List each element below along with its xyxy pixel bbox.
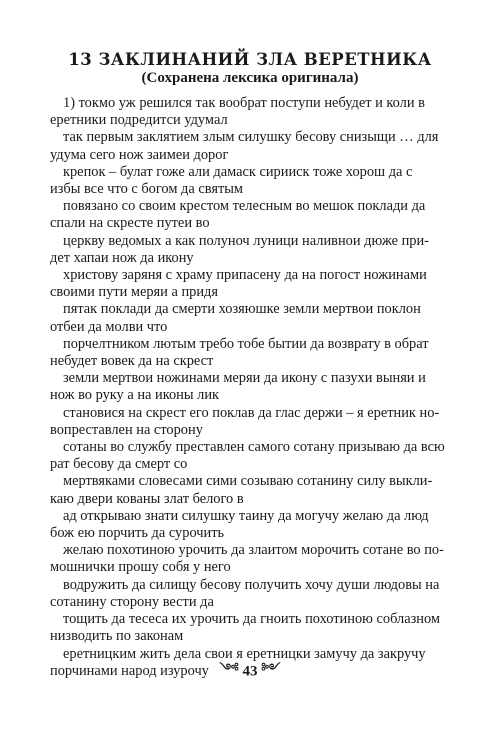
verse-9 bbox=[50, 370, 458, 404]
verse-line: 1) токмо уж решился так вообрат поступи небудет и коли в bbox=[63, 95, 425, 111]
verse-13 bbox=[50, 508, 458, 542]
verse-line: порчинами народ изурочу bbox=[50, 662, 209, 679]
verse-line: нож во руку а на иконы лик bbox=[50, 387, 220, 404]
verse-line: порчелтником лютым требо тобе бытии да возврату в обрат bbox=[63, 335, 429, 352]
verse-line: рат бесову да смерт со bbox=[50, 456, 188, 473]
verse-line: избы все что с богом да святым bbox=[50, 181, 244, 198]
verse-line: своими пути меряи а придя bbox=[50, 284, 219, 301]
verse-line: церкву ведомых а как полуноч луници наливнои дюже при- bbox=[63, 232, 429, 249]
verse-line: удума сего нож заимеи дорог bbox=[50, 146, 229, 163]
verse-line: небудет вовек да на скрест bbox=[50, 353, 214, 370]
verse-line: сотанину сторону вести да bbox=[50, 593, 214, 610]
verse-5 bbox=[50, 233, 458, 267]
verse-line: мертвяками словесами сими созываю сотанину силу выкли- bbox=[63, 473, 433, 490]
verse-7 bbox=[50, 301, 458, 335]
verse-line: отбеи да молви что bbox=[50, 318, 168, 335]
page-subtitle: (Сохранена лексика оригинала) bbox=[141, 70, 359, 86]
verse-line: пятак поклади да смерти хозяюшке земли мертвои поклон bbox=[63, 301, 421, 318]
verse-1 bbox=[50, 95, 458, 129]
page-footer bbox=[0, 655, 500, 689]
verse-line: бож ею порчить да сурочить bbox=[50, 525, 225, 542]
page-number: 43 bbox=[242, 663, 258, 680]
ornament-left-icon: ༺ bbox=[219, 661, 239, 675]
verse-10 bbox=[50, 405, 458, 439]
verse-line: дет хапаи нож да икону bbox=[50, 249, 194, 266]
verse-line: ад открываю знати силушку таину да могучу желаю да люд bbox=[63, 507, 429, 524]
verse-15 bbox=[50, 577, 458, 611]
verse-3 bbox=[50, 164, 458, 198]
page-title: 13 ЗАКЛИНАНИЙ ЗЛА ВЕРЕТНИКА bbox=[68, 50, 432, 69]
verse-line: желаю похотиною урочить да злаитом морочить сотане во по- bbox=[63, 542, 444, 559]
verse-14 bbox=[50, 542, 458, 576]
verse-line: становися на скрест его поклав да глас держи – я еретник но- bbox=[63, 404, 440, 421]
verse-list bbox=[50, 95, 458, 680]
verse-16 bbox=[50, 611, 458, 645]
verse-line: повязано со своим крестом телесным во мешок поклади да bbox=[63, 198, 426, 215]
verse-line: спали на скресте путеи во bbox=[50, 215, 210, 232]
verse-line: крепок – булат гоже али дамаск сирииск тоже хорош да с bbox=[63, 163, 413, 180]
verse-line: мошнички прошу собя у него bbox=[50, 559, 231, 576]
verse-line: христову заряня с храму припасену да на погост ножинами bbox=[63, 267, 427, 284]
verse-2 bbox=[50, 129, 458, 163]
ornament-right-icon: ༻ bbox=[261, 661, 281, 675]
verse-line: каю двери кованы злат белого в bbox=[50, 490, 244, 507]
verse-line: земли мертвои ножинами меряи да икону с пазухи выняи и bbox=[63, 370, 426, 387]
verse-line: водружить да силищу бесову получить хочу души людовы на bbox=[63, 576, 440, 593]
verse-line: вопреставлен на сторону bbox=[50, 421, 203, 438]
verse-11 bbox=[50, 439, 458, 473]
verse-8 bbox=[50, 336, 458, 370]
verse-line: сотаны во службу преставлен самого сотану призываю да всю bbox=[63, 439, 445, 456]
verse-line: так первым заклятием злым силушку бесову снизыщи … для bbox=[63, 129, 439, 146]
verse-line: еретницким жить дела свои я еретницки замучу да закручу bbox=[63, 645, 426, 662]
verse-line: низводить по законам bbox=[50, 628, 184, 645]
verse-6 bbox=[50, 267, 458, 301]
verse-line: тощить да тесеса их урочить да гноить похотиною соблазном bbox=[63, 611, 441, 628]
verse-4 bbox=[50, 198, 458, 232]
verse-line: еретники подредитси удумал bbox=[50, 112, 228, 129]
verse-12 bbox=[50, 473, 458, 507]
